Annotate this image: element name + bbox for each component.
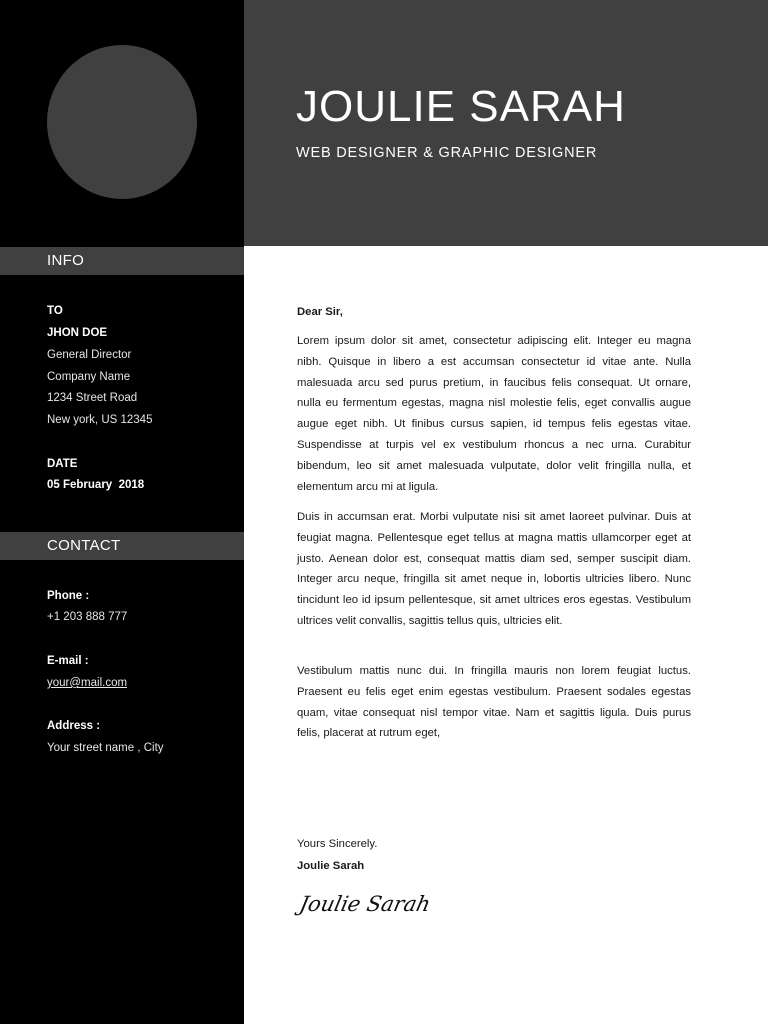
phone-label: Phone :: [47, 590, 90, 602]
closing-text: Yours Sincerely.: [297, 838, 378, 850]
letter-paragraph-1: [297, 331, 691, 497]
paragraph-text: Vestibulum mattis nunc dui. In fringilla mauris non lorem feugiat luctus. Praesent eu felis eget enim egestas vestibulum. Praesent sodales egestas quam, vitae consequat nisl tempor vitae. Nam et sagittis ligula. Duis purus felis, placerat at rutrum eget,: [297, 665, 691, 740]
recipient-name: JHON DOE: [47, 327, 108, 339]
handwritten-signature: Joulie Sarah: [297, 892, 433, 916]
recipient-role: General Director: [47, 349, 132, 361]
signer-name: Joulie Sarah: [297, 860, 365, 872]
recipient-city: New york, US 12345: [47, 414, 153, 426]
date-value: 05 February 2018: [47, 479, 145, 491]
paragraph-text: Duis in accumsan erat. Morbi vulputate nisi sit amet laoreet pulvinar. Duis at feugiat magna. Pellentesque eget tellus at magna mattis ullamcorper eget at justo. Aenean dolor est, consequat mattis diam sed, semper suscipit diam. Integer arcu neque, fringilla sit amet neque in, lobortis ultricies libero. Nunc tincidunt leo id ipsum pellentesque, sit amet ultrices eros egestas. Vestibulum ultrices velit convallis, sagittis tellus quis, ultricies elit.: [297, 511, 691, 627]
info-section-header: [0, 247, 244, 275]
salutation: Dear Sir,: [297, 306, 343, 318]
applicant-name: JOULIE SARAH: [296, 82, 626, 131]
letter-paragraph-3: [297, 661, 691, 744]
paragraph-text: Lorem ipsum dolor sit amet, consectetur adipiscing elit. Integer eu magna nibh. Quisque in libero a est accumsan consectetur id vitae ante. Nulla malesuada arcu sed purus pretium, in faucibus felis consequat. Ut ornare, nulla eu fermentum egestas, magna nisl molestie felis, eget convallis augue augue eget nibh. Ut finibus cursus sapien, id tempus felis egestas vitae. Suspendisse at turpis vel ex vestibulum rhoncus a nec urna. Curabitur bibendum, leo sit amet malesuada vulputate, dolor velit fringilla nulla, et elementum arcu mi at ligula.: [297, 335, 691, 493]
letter-paragraph-2: [297, 507, 691, 632]
recipient-company: Company Name: [47, 371, 131, 383]
applicant-title: WEB DESIGNER & GRAPHIC DESIGNER: [296, 145, 598, 161]
contact-section-header: [0, 532, 244, 560]
header-banner: [244, 0, 768, 246]
contact-heading: CONTACT: [47, 537, 121, 554]
date-label: DATE: [47, 458, 78, 470]
address-label: Address :: [47, 720, 101, 732]
phone-value: +1 203 888 777: [47, 611, 128, 623]
info-heading: INFO: [47, 252, 85, 269]
to-label: TO: [47, 305, 63, 317]
address-value: Your street name , City: [47, 742, 164, 754]
profile-photo-placeholder: [47, 45, 197, 199]
sidebar: [0, 0, 244, 1024]
email-link[interactable]: your@mail.com: [47, 677, 128, 689]
recipient-street: 1234 Street Road: [47, 392, 138, 404]
email-label: E-mail :: [47, 655, 89, 667]
